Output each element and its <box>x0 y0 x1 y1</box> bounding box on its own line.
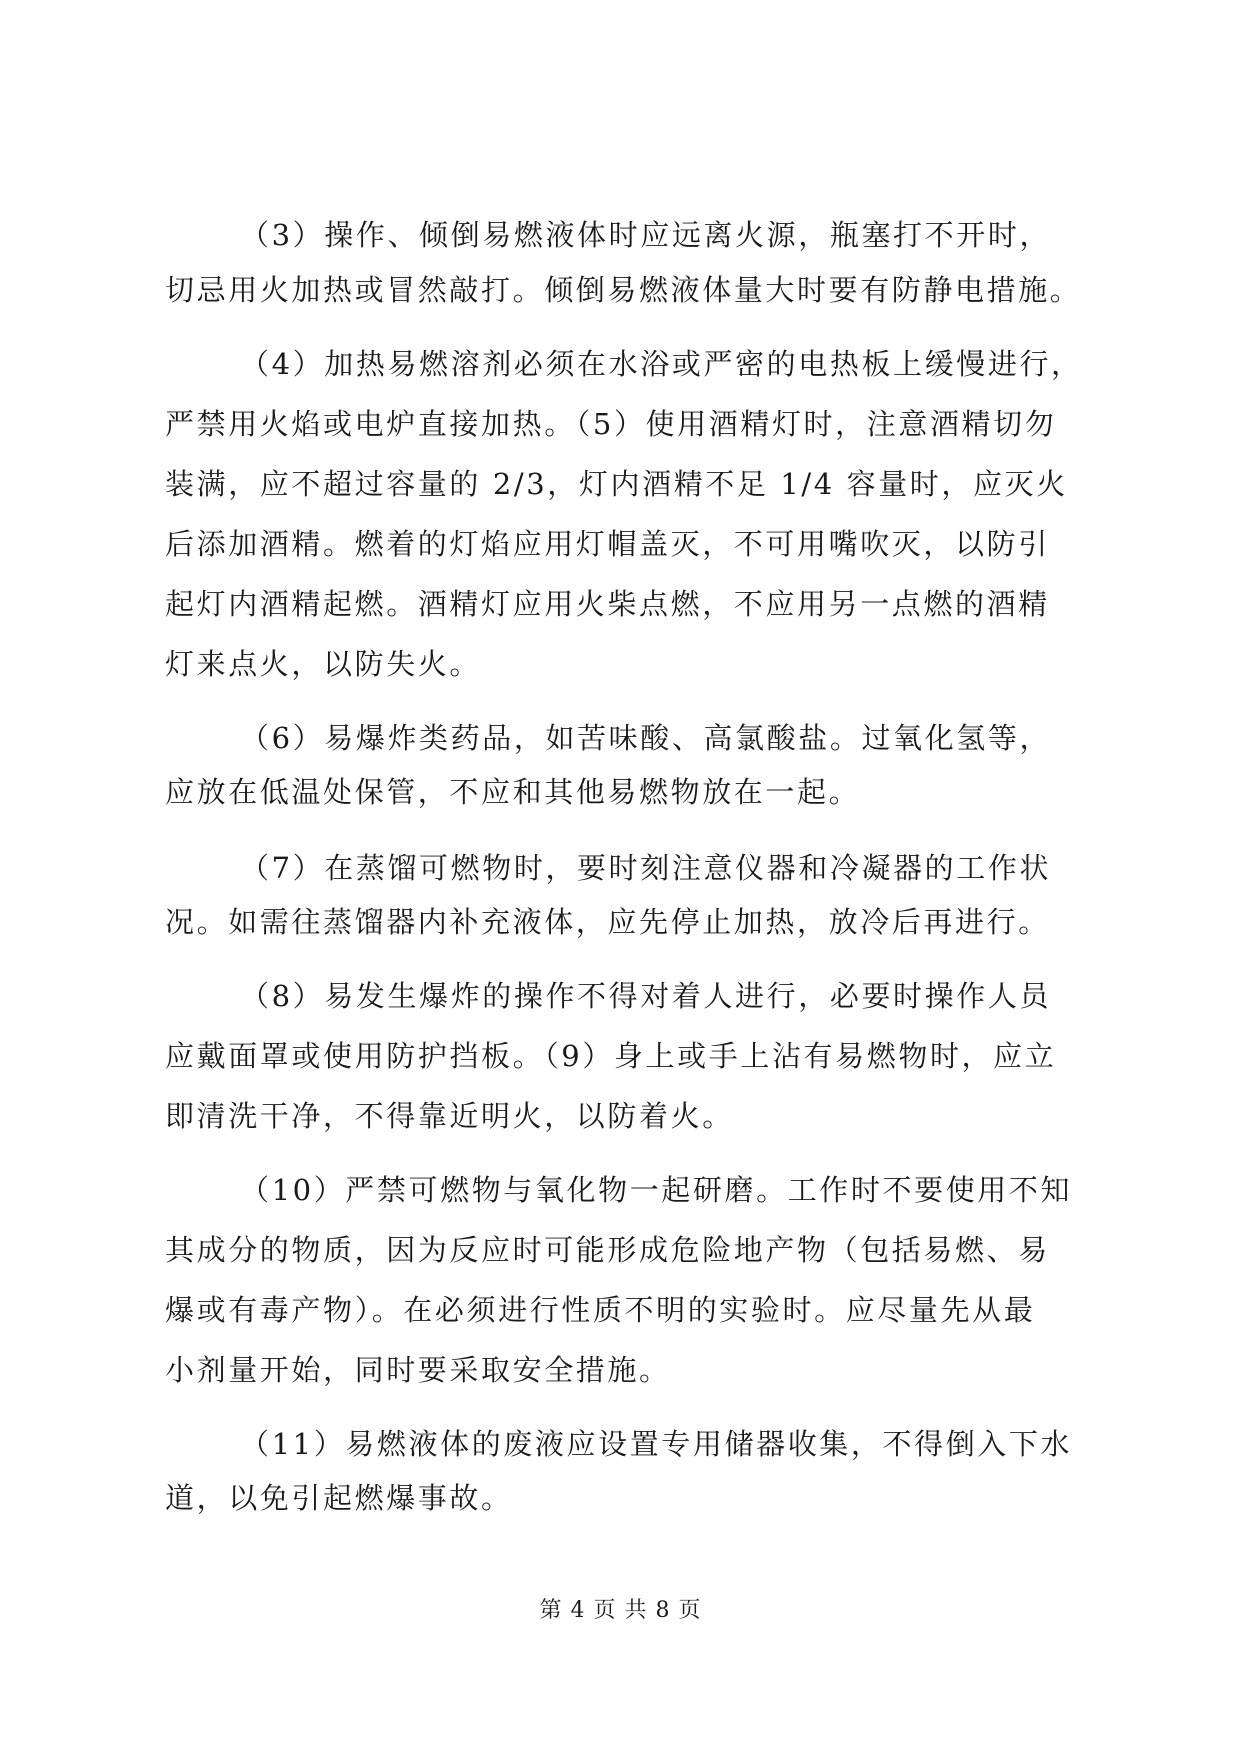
text-line: 应放在低温处保管，不应和其他易燃物放在一起。 <box>165 775 861 809</box>
text-line: 爆或有毒产物）。在必须进行性质不明的实验时。应尽量先从最 <box>165 1293 1036 1327</box>
text-line: 道，以免引起燃爆事故。 <box>165 1481 513 1515</box>
text-line: 其成分的物质，因为反应时可能形成危险地产物（包括易燃、易 <box>165 1233 1050 1267</box>
text-line: （7）在蒸馏可燃物时，要时刻注意仪器和冷凝器的工作状 <box>240 851 1052 885</box>
text-line: （11）易燃液体的废液应设置专用储器收集，不得倒入下水 <box>240 1427 1073 1461</box>
page-number-footer: 第 4 页 共 8 页 <box>539 1598 702 1623</box>
text-line: （10）严禁可燃物与氧化物一起研磨。工作时不要使用不知 <box>240 1173 1073 1207</box>
text-line: （6）易爆炸类药品，如苦味酸、高氯酸盐。过氧化氢等， <box>240 721 1052 755</box>
text-line: 后添加酒精。燃着的灯焰应用灯帽盖灭，不可用嘴吹灭，以防引 <box>165 527 1050 561</box>
text-line: 切忌用火加热或冒然敲打。倾倒易燃液体量大时要有防静电措施。 <box>165 273 1082 307</box>
text-line: 即清洗干净，不得靠近明火，以防着火。 <box>165 1099 734 1133</box>
text-line: （4）加热易燃溶剂必须在水浴或严密的电热板上缓慢进行， <box>240 347 1083 381</box>
text-line: （3）操作、倾倒易燃液体时应远离火源，瓶塞打不开时， <box>240 218 1052 252</box>
text-line: 应戴面罩或使用防护挡板。（9）身上或手上沾有易燃物时，应立 <box>165 1039 1057 1073</box>
text-line: 灯来点火，以防失火。 <box>165 647 482 681</box>
text-line: 况。如需往蒸馏器内补充液体，应先停止加热，放冷后再进行。 <box>165 905 1050 939</box>
text-line: 小剂量开始，同时要采取安全措施。 <box>165 1353 671 1387</box>
text-line: 严禁用火焰或电炉直接加热。（5）使用酒精灯时，注意酒精切勿 <box>165 407 1057 441</box>
text-line: （8）易发生爆炸的操作不得对着人进行，必要时操作人员 <box>240 979 1052 1013</box>
text-line: 起灯内酒精起燃。酒精灯应用火柴点燃，不应用另一点燃的酒精 <box>165 587 1050 621</box>
text-line: 装满，应不超过容量的 2/3，灯内酒精不足 1/4 容量时，应灭火 <box>165 467 1068 501</box>
